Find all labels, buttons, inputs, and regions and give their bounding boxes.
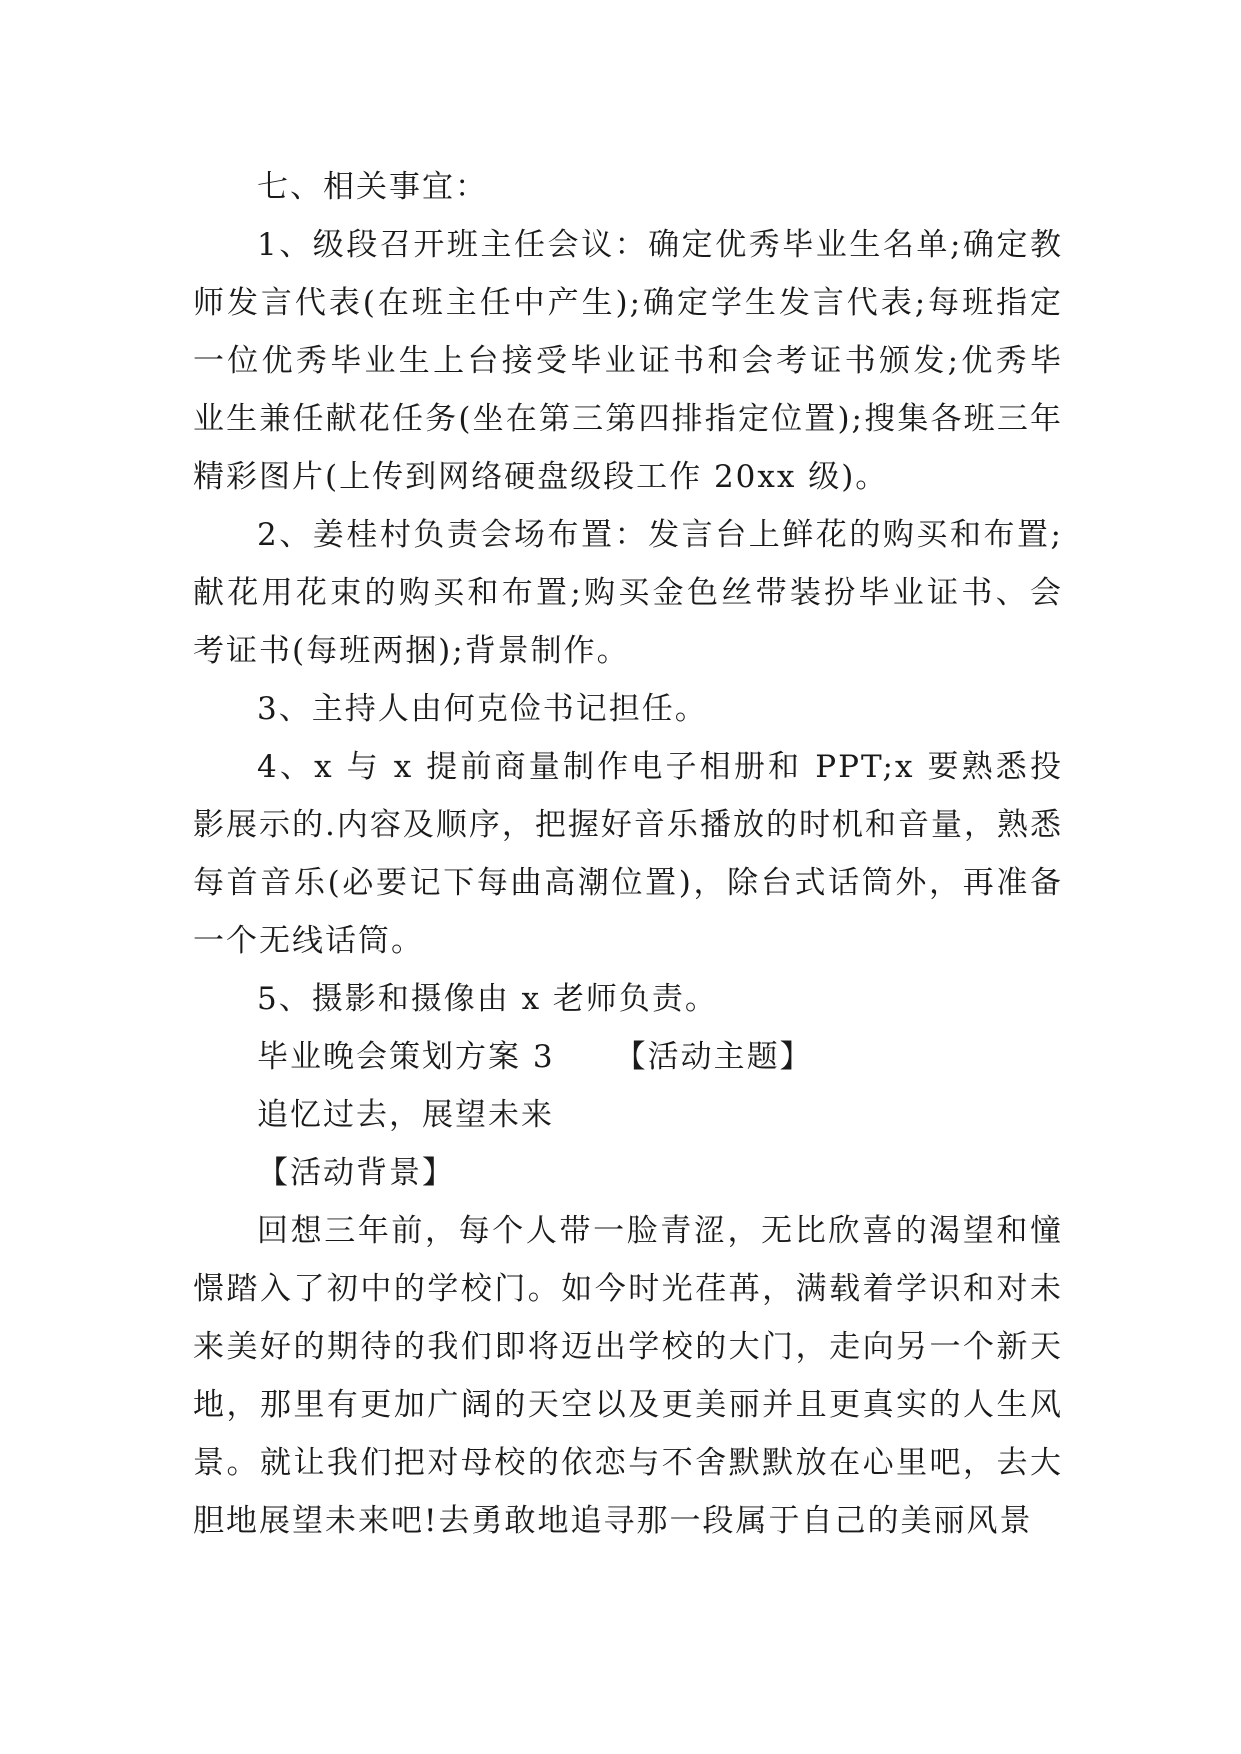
list-item: 1、级段召开班主任会议：确定优秀毕业生名单;确定教师发言代表(在班主任中产生);确定学生发言代表;每班指定一位优秀毕业生上台接受毕业证书和会考证书颁发;优秀毕业生兼任献花任务(坐在第三第四排指定位置);搜集各班三年精彩图片(上传到网络硬盘级段工作 20xx 级)。	[193, 227, 1063, 495]
plan-title-line	[193, 1028, 1063, 1086]
background-paragraph: 回想三年前，每个人带一脸青涩，无比欣喜的渴望和憧憬踏入了初中的学校门。如今时光荏苒，满载着学识和对未来美好的期待的我们即将迈出学校的大门，走向另一个新天地，那里有更加广阔的天空以及更美丽并且更真实的人生风景。就让我们把对母校的依恋与不舍默默放在心里吧，去大胆地展望未来吧!去勇敢地追寻那一段属于自己的美丽风景	[193, 1213, 1063, 1539]
list-item: 5、摄影和摄像由 x 老师负责。	[257, 981, 718, 1017]
list-item: 4、x 与 x 提前商量制作电子相册和 PPT;x 要熟悉投影展示的.内容及顺序，把握好音乐播放的时机和音量，熟悉每首音乐(必要记下每曲高潮位置)，除台式话筒外，再准备一个无线话筒。	[193, 749, 1063, 959]
background-heading: 【活动背景】	[257, 1155, 455, 1191]
plan-title: 毕业晚会策划方案 3	[257, 1039, 555, 1075]
list-item: 2、姜桂村负责会场布置：发言台上鲜花的购买和布置;献花用花束的购买和布置;购买金色丝带装扮毕业证书、会考证书(每班两捆);背景制作。	[193, 517, 1063, 669]
theme-heading: 【活动主题】	[614, 1039, 813, 1075]
list-item: 3、主持人由何克俭书记担任。	[257, 691, 708, 727]
section-heading: 七、相关事宜：	[257, 169, 488, 205]
theme-text: 追忆过去，展望未来	[257, 1097, 554, 1133]
document-body	[193, 158, 1063, 1550]
